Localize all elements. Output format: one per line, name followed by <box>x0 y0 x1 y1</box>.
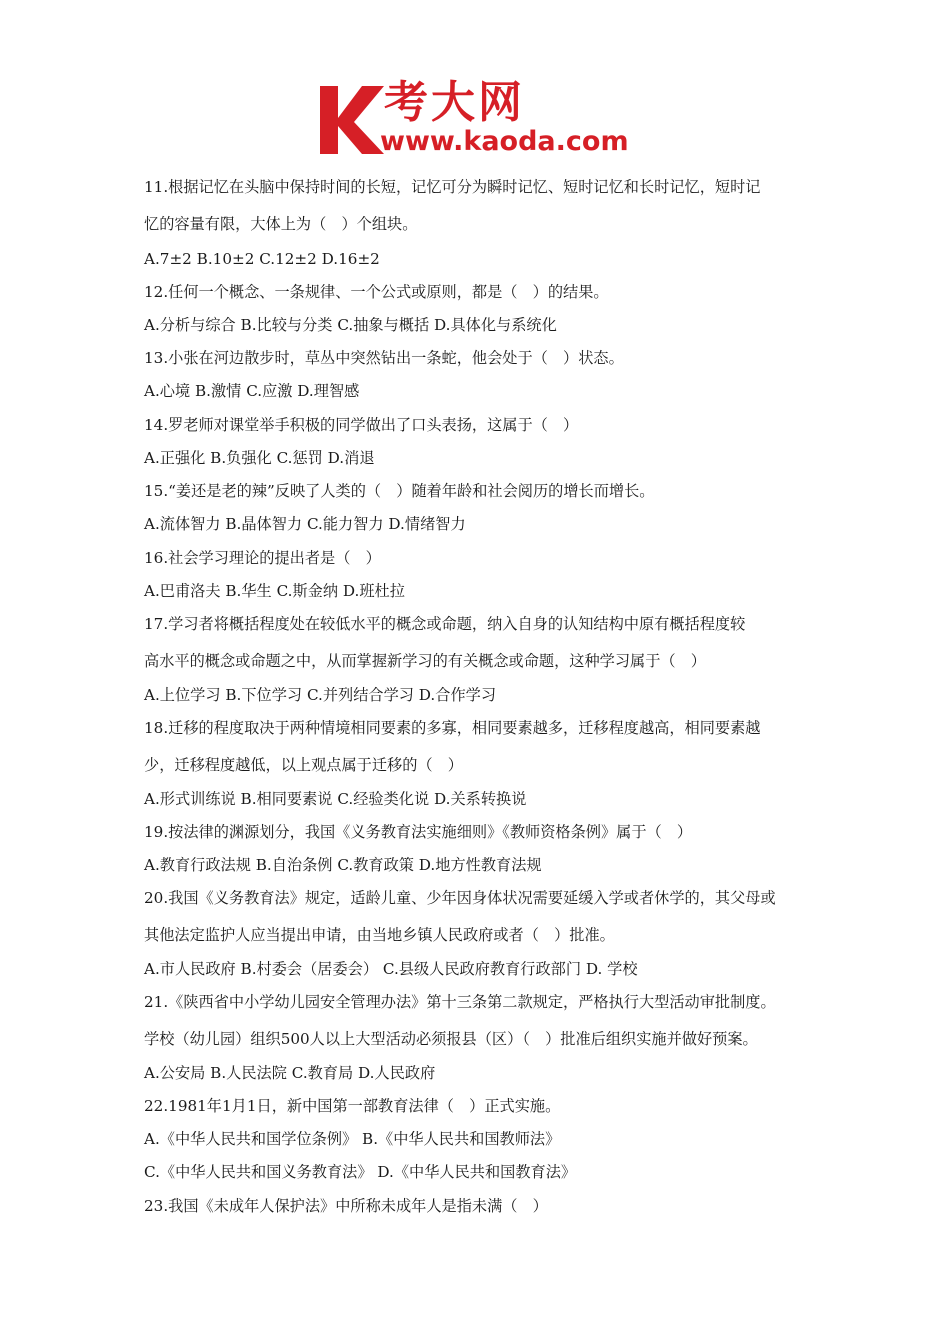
question-21-stem: 21.《陕西省中小学幼儿园安全管理办法》第十三条第二款规定，严格执行大型活动审批制度。 <box>144 993 776 1011</box>
question-15-stem: 15.“姜还是老的辣”反映了人类的（ ）随着年龄和社会阅历的增长而增长。 <box>144 482 655 500</box>
question-19-stem: 19.按法律的渊源划分，我国《义务教育法实施细则》《教师资格条例》属于（ ） <box>144 823 693 841</box>
question-11-options: A.7±2 B.10±2 C.12±2 D.16±2 <box>144 250 380 268</box>
question-18-stem-cont: 少，迁移程度越低，以上观点属于迁移的（ ） <box>144 756 463 774</box>
question-11-stem-cont: 忆的容量有限，大体上为（ ）个组块。 <box>144 215 418 233</box>
logo-url-text: www.kaoda.com <box>380 126 629 157</box>
question-18-options: A.形式训练说 B.相同要素说 C.经验类化说 D.关系转换说 <box>144 790 527 808</box>
question-16-stem: 16.社会学习理论的提出者是（ ） <box>144 549 381 567</box>
question-20-options: A.市人民政府 B.村委会（居委会） C.县级人民政府教育行政部门 D. 学校 <box>144 960 638 978</box>
question-22-options-ab: A.《中华人民共和国学位条例》 B.《中华人民共和国教师法》 <box>144 1130 561 1148</box>
k-logo-icon <box>318 82 388 156</box>
question-16-options: A.巴甫洛夫 B.华生 C.斯金纳 D.班杜拉 <box>144 582 405 600</box>
question-20-stem-cont: 其他法定监护人应当提出申请，由当地乡镇人民政府或者（ ）批准。 <box>144 926 615 944</box>
question-23-stem: 23.我国《未成年人保护法》中所称未成年人是指未满（ ） <box>144 1197 548 1215</box>
question-20-stem: 20.我国《义务教育法》规定，适龄儿童、少年因身体状况需要延缓入学或者休学的，其父母或 <box>144 889 776 907</box>
question-13-options: A.心境 B.激情 C.应激 D.理智感 <box>144 382 360 400</box>
logo-brand-text: 考大网 <box>384 77 525 128</box>
kaoda-logo <box>318 78 638 160</box>
question-11-stem: 11.根据记忆在头脑中保持时间的长短，记忆可分为瞬时记忆、短时记忆和长时记忆，短时记 <box>144 178 761 196</box>
question-21-stem-cont: 学校（幼儿园）组织500人以上大型活动必须报县（区）（ ）批准后组织实施并做好预案。 <box>144 1030 758 1048</box>
question-22-options-cd: C.《中华人民共和国义务教育法》 D.《中华人民共和国教育法》 <box>144 1163 577 1181</box>
question-22-stem: 22.1981年1月1日，新中国第一部教育法律（ ）正式实施。 <box>144 1097 561 1115</box>
question-12-stem: 12.任何一个概念、一条规律、一个公式或原则，都是（ ）的结果。 <box>144 283 609 301</box>
question-14-options: A.正强化 B.负强化 C.惩罚 D.消退 <box>144 449 375 467</box>
question-19-options: A.教育行政法规 B.自治条例 C.教育政策 D.地方性教育法规 <box>144 856 542 874</box>
question-14-stem: 14.罗老师对课堂举手积极的同学做出了口头表扬，这属于（ ） <box>144 416 579 434</box>
question-17-stem-cont: 高水平的概念或命题之中，从而掌握新学习的有关概念或命题，这种学习属于（ ） <box>144 652 706 670</box>
question-18-stem: 18.迁移的程度取决于两种情境相同要素的多寡，相同要素越多，迁移程度越高，相同要素越 <box>144 719 761 737</box>
question-21-options: A.公安局 B.人民法院 C.教育局 D.人民政府 <box>144 1064 436 1082</box>
question-13-stem: 13.小张在河边散步时，草丛中突然钻出一条蛇，他会处于（ ）状态。 <box>144 349 624 367</box>
question-12-options: A.分析与综合 B.比较与分类 C.抽象与概括 D.具体化与系统化 <box>144 316 557 334</box>
question-15-options: A.流体智力 B.晶体智力 C.能力智力 D.情绪智力 <box>144 515 466 533</box>
question-17-options: A.上位学习 B.下位学习 C.并列结合学习 D.合作学习 <box>144 686 497 704</box>
question-17-stem: 17.学习者将概括程度处在较低水平的概念或命题，纳入自身的认知结构中原有概括程度较 <box>144 615 746 633</box>
